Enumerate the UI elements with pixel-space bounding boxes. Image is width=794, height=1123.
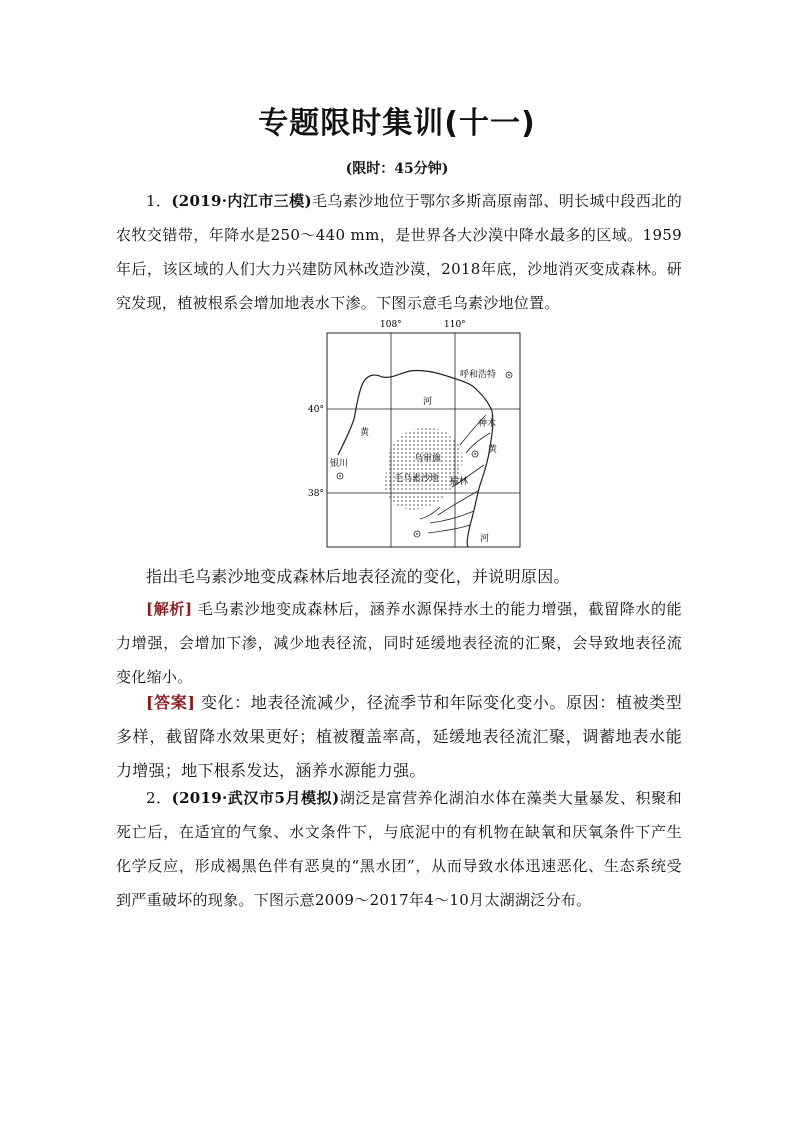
question-1-prompt: 指出毛乌素沙地变成森林后地表径流的变化，并说明原因。 <box>146 567 570 586</box>
city-marker <box>414 531 420 537</box>
page-title: 专题限时集训(十一) <box>258 106 536 141</box>
answer-tag: [答案] <box>146 693 196 712</box>
question-2-source: (2019·武汉市5月模拟) <box>171 789 340 807</box>
label-yinchuan: 银川 <box>330 459 349 469</box>
river-label: 黄 <box>360 428 370 438</box>
tributary <box>466 433 490 453</box>
lat-label-40: 40° <box>308 405 324 415</box>
river-label: 黄 <box>488 445 498 455</box>
question-1-stem <box>116 184 682 320</box>
label-shenmu: 神木 <box>478 419 497 429</box>
question-1-analysis <box>116 592 682 694</box>
question-2-stem <box>116 781 682 917</box>
question-1-number: 1． <box>146 192 172 210</box>
label-yulin: 榆林 <box>450 477 469 487</box>
question-2-number: 2． <box>146 789 172 807</box>
time-limit: (限时：45分钟) <box>345 161 449 177</box>
label-desert: 毛乌素沙地 <box>394 474 440 484</box>
river-label: 河 <box>480 534 490 544</box>
question-1-text: 毛乌素沙地位于鄂尔多斯高原南部、明长城中段西北的农牧交错带，年降水是250～440 mm，是世界各大沙漠中降水最多的区域。1959年后，该区域的人们大力兴建防风林改造沙漠，2018年底，沙地消灭变成森林。研究发现，植被根系会增加地表水下渗。下图示意毛乌素沙地位置。 <box>116 192 682 312</box>
label-wushenqi: 乌审旗 <box>414 454 442 464</box>
analysis-text: 毛乌素沙地变成森林后，涵养水源保持水土的能力增强，截留降水的能力增强，会增加下渗，减少地表径流，同时延缓地表径流的汇聚，会导致地表径流变化缩小。 <box>116 600 682 686</box>
question-1-answer <box>116 686 682 788</box>
river-label: 河 <box>423 397 433 407</box>
city-marker <box>472 451 478 457</box>
analysis-tag: [解析] <box>146 600 193 618</box>
desert-area <box>384 428 462 510</box>
lon-label-110: 110° <box>444 320 466 330</box>
mu-us-desert-location-map <box>300 315 540 555</box>
city-marker <box>506 372 512 378</box>
tributary <box>420 507 440 519</box>
tributary <box>428 525 470 533</box>
question-2-text: 湖泛是富营养化湖泊水体在藻类大量暴发、积聚和死亡后，在适宜的气象、水文条件下，与底泥中的有机物在缺氧和厌氧条件下产生化学反应，形成褐黑色伴有恶臭的“黑水团”，从而导致水体迅速恶化、生态系统受到严重破坏的现象。下图示意2009～2017年4～10月太湖湖泛分布。 <box>116 789 682 909</box>
city-marker <box>337 473 343 479</box>
question-1-source: (2019·内江市三模) <box>171 192 312 210</box>
label-hohhot: 呼和浩特 <box>460 370 497 380</box>
lon-label-108: 108° <box>380 320 402 330</box>
lat-label-38: 38° <box>308 489 324 499</box>
tributary <box>430 511 474 523</box>
answer-text: 变化：地表径流减少，径流季节和年际变化变小。原因：植被类型多样，截留降水效果更好；植被覆盖率高，延缓地表径流汇聚，调蓄地表水能力增强；地下根系发达，涵养水源能力强。 <box>116 693 683 780</box>
